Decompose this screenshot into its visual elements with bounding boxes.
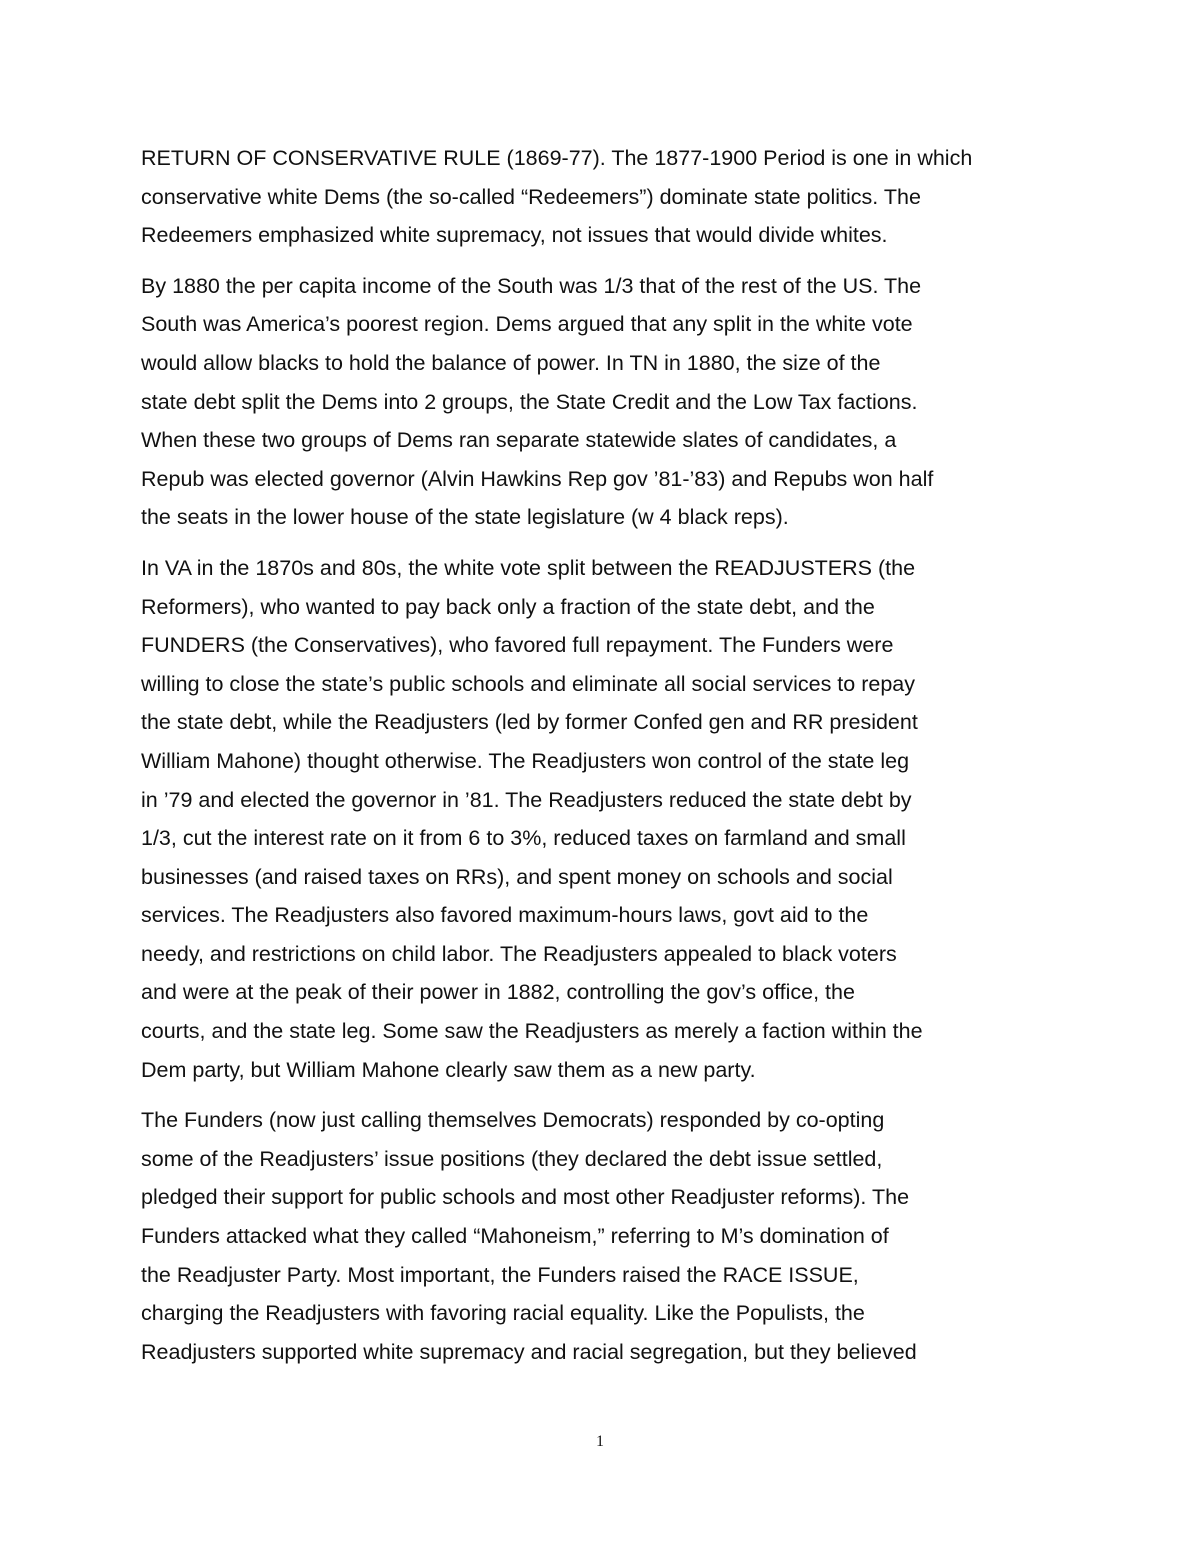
text-line: By 1880 the per capita income of the South was 1/3 that of the rest of the US. The	[141, 273, 922, 298]
document-body	[141, 139, 1071, 1383]
text-line: FUNDERS (the Conservatives), who favored full repayment. The Funders were	[141, 633, 894, 658]
text-line: pledged their support for public schools and most other Readjuster reforms). The	[141, 1185, 910, 1210]
text-line: in ’79 and elected the governor in ’81. The Readjusters reduced the state debt by	[141, 787, 912, 812]
paragraph-2	[141, 267, 1071, 537]
text-line: South was America’s poorest region. Dems argued that any split in the white vote	[141, 312, 913, 337]
text-line: 1/3, cut the interest rate on it from 6 to 3%, reduced taxes on farmland and small	[141, 826, 906, 851]
text-line: businesses (and raised taxes on RRs), and spent money on schools and social	[141, 864, 893, 889]
text-line: Reformers), who wanted to pay back only a fraction of the state debt, and the	[141, 594, 875, 619]
paragraph-4	[141, 1101, 1071, 1371]
text-line: the state debt, while the Readjusters (led by former Confed gen and RR president	[141, 710, 918, 735]
text-line: the Readjuster Party. Most important, the Funders raised the RACE ISSUE,	[141, 1262, 859, 1287]
text-line: Dem party, but William Mahone clearly saw them as a new party.	[141, 1057, 756, 1082]
paragraph-3	[141, 549, 1071, 1089]
text-line: William Mahone) thought otherwise. The Readjusters won control of the state leg	[141, 748, 910, 773]
text-line: RETURN OF CONSERVATIVE RULE (1869-77). The 1877-1900 Period is one in which	[141, 146, 973, 170]
text-line: Repub was elected governor (Alvin Hawkins Rep gov ’81-’83) and Repubs won half	[141, 466, 934, 491]
text-line: the seats in the lower house of the state legislature (w 4 black reps).	[141, 505, 789, 530]
text-line: conservative white Dems (the so-called “Redeemers”) dominate state politics. The	[141, 184, 921, 209]
text-line: charging the Readjusters with favoring racial equality. Like the Populists, the	[141, 1301, 865, 1326]
text-line: Funders attacked what they called “Mahoneism,” referring to M’s domination of	[141, 1224, 889, 1249]
page-number: 1	[596, 1433, 604, 1450]
text-line: When these two groups of Dems ran separate statewide slates of candidates, a	[141, 428, 897, 453]
text-line: state debt split the Dems into 2 groups, the State Credit and the Low Tax factions.	[141, 389, 918, 414]
text-line: willing to close the state’s public schools and eliminate all social services to repay	[141, 671, 915, 696]
text-line: In VA in the 1870s and 80s, the white vote split between the READJUSTERS (the	[141, 555, 916, 580]
paragraph-1	[141, 139, 1071, 255]
text-line: Redeemers emphasized white supremacy, not issues that would divide whites.	[141, 223, 888, 248]
text-line: some of the Readjusters’ issue positions (they declared the debt issue settled,	[141, 1146, 883, 1171]
text-line: The Funders (now just calling themselves Democrats) responded by co-opting	[141, 1108, 885, 1133]
text-line: Readjusters supported white supremacy and racial segregation, but they believed	[141, 1339, 917, 1364]
text-line: services. The Readjusters also favored maximum-hours laws, govt aid to the	[141, 903, 869, 928]
text-line: and were at the peak of their power in 1882, controlling the gov’s office, the	[141, 980, 855, 1005]
text-line: courts, and the state leg. Some saw the Readjusters as merely a faction within the	[141, 1019, 923, 1044]
text-line: needy, and restrictions on child labor. The Readjusters appealed to black voters	[141, 941, 897, 966]
text-line: would allow blacks to hold the balance of power. In TN in 1880, the size of the	[141, 350, 881, 375]
